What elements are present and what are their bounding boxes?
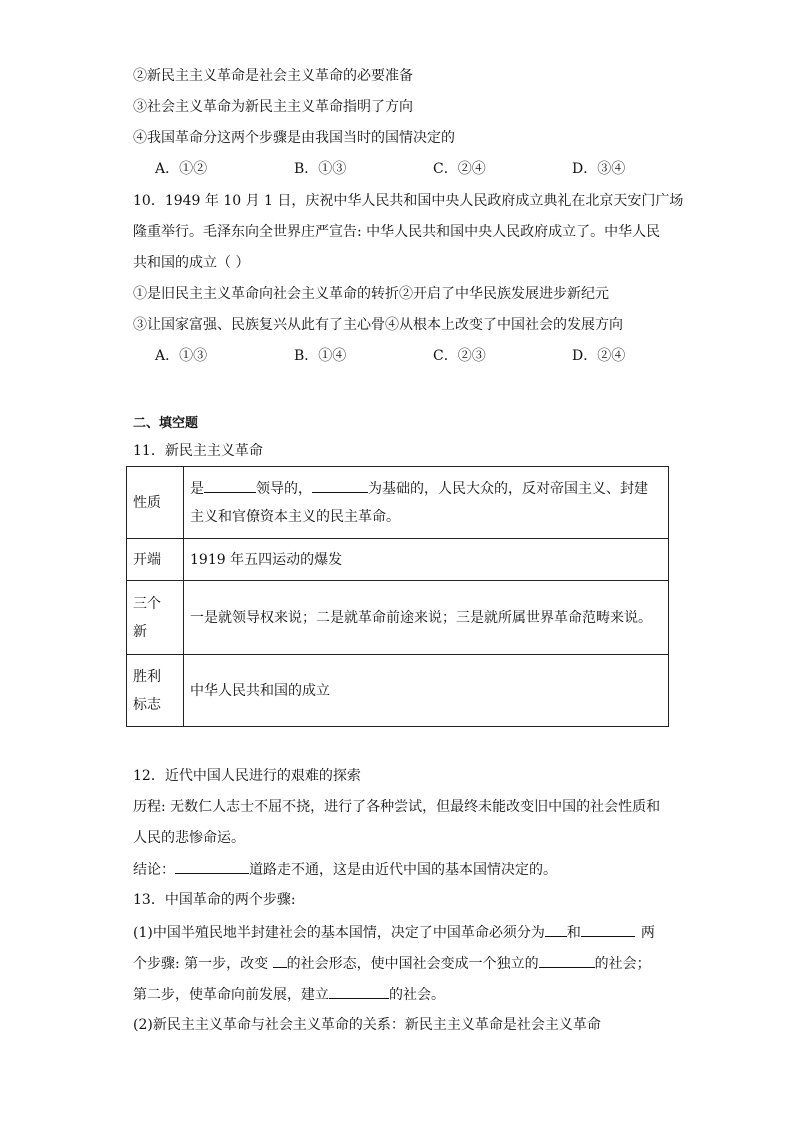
answer-blank[interactable] — [581, 922, 635, 937]
q9-item-2: ②新民主主义革命是社会主义革命的必要准备 — [133, 68, 413, 84]
table-value: 1919 年五四运动的爆发 — [184, 539, 669, 581]
q10-stem-line-2: 隆重举行。毛泽东向全世界庄严宣告: 中华人民共和国中央人民政府成立了。中华人民 — [133, 224, 661, 240]
q10-item-line-1: ①是旧民主主义革命向社会主义革命的转折②开启了中华民族发展进步新纪元 — [133, 286, 609, 302]
table-key: 三个 新 — [127, 581, 184, 655]
table-row — [127, 581, 669, 655]
table-row — [127, 655, 669, 727]
q13-title: 13．中国革命的两个步骤: — [133, 892, 296, 908]
q10-option-a[interactable]: A．①③ — [155, 348, 208, 364]
q9-option-b[interactable]: B．①③ — [294, 161, 347, 177]
answer-blank[interactable] — [312, 478, 368, 493]
q13-part2-line-1: (2)新民主主义革命与社会主义革命的关系：新民主主义革命是社会主义革命 — [133, 1017, 601, 1033]
answer-blank[interactable] — [273, 953, 287, 968]
section-title: 二、填空题 — [133, 416, 199, 431]
q10-option-d[interactable]: D．②④ — [572, 348, 626, 364]
table-key: 性质 — [127, 467, 184, 539]
q12-conclusion: 结论： 道路走不通，这是由近代中国的基本国情决定的。 — [133, 859, 557, 880]
table-value: 一是就领导权来说；二是就革命前途来说；三是就所属世界革命范畴来说。 — [184, 581, 669, 655]
answer-blank[interactable] — [329, 984, 389, 999]
q10-item-line-2: ③让国家富强、民族复兴从此有了主心骨④从根本上改变了中国社会的发展方向 — [133, 317, 623, 333]
q11-title: 11．新民主主义革命 — [133, 443, 263, 459]
q9-option-c[interactable]: C．②④ — [433, 161, 486, 177]
q13-part1-line-3: 第二步，使革命向前发展，建立 的社会。 — [133, 984, 445, 1005]
answer-blank[interactable] — [175, 859, 249, 874]
q9-item-3: ③社会主义革命为新民主主义革命指明了方向 — [133, 99, 413, 115]
q9-options — [155, 159, 711, 179]
table-row — [127, 467, 669, 539]
q10-option-b[interactable]: B．①④ — [294, 348, 347, 364]
answer-blank[interactable] — [539, 953, 595, 968]
q12-title: 12．近代中国人民进行的艰难的探索 — [133, 768, 361, 784]
q13-part1-line-2: 个步骤: 第一步，改变 的社会形态，使中国社会变成一个独立的 的社会； — [133, 953, 651, 974]
q12-history-line-1: 历程: 无数仁人志士不屈不挠，进行了各种尝试，但最终未能改变旧中国的社会性质和 — [133, 799, 661, 815]
table-value: 中华人民共和国的成立 — [184, 655, 669, 727]
q9-option-a[interactable]: A．①② — [155, 161, 208, 177]
q10-stem-line-3: 共和国的成立（ ） — [133, 255, 250, 271]
table-row — [127, 539, 669, 581]
q9-item-4: ④我国革命分这两个步骤是由我国当时的国情决定的 — [133, 130, 455, 146]
q9-option-d[interactable]: D．③④ — [572, 161, 626, 177]
q12-history-line-2: 人民的悲惨命运。 — [133, 830, 245, 846]
table-key: 胜利 标志 — [127, 655, 184, 727]
table-value: 是 领导的， 为基础的，人民大众的，反对帝国主义、封建 主义和官僚资本主义的民主革命。 — [184, 467, 669, 539]
q10-option-c[interactable]: C．②③ — [433, 348, 486, 364]
table-key: 开端 — [127, 539, 184, 581]
q10-stem-line-1: 10．1949 年 10 月 1 日，庆祝中华人民共和国中央人民政府成立典礼在北京天安门广场 — [133, 193, 684, 209]
answer-blank[interactable] — [204, 478, 256, 493]
answer-blank[interactable] — [545, 922, 567, 937]
q13-part1-line-1: (1)中国半殖民地半封建社会的基本国情，决定了中国革命必须分为 和 两 — [133, 922, 655, 943]
q11-table — [126, 466, 669, 727]
q10-options — [155, 346, 711, 366]
